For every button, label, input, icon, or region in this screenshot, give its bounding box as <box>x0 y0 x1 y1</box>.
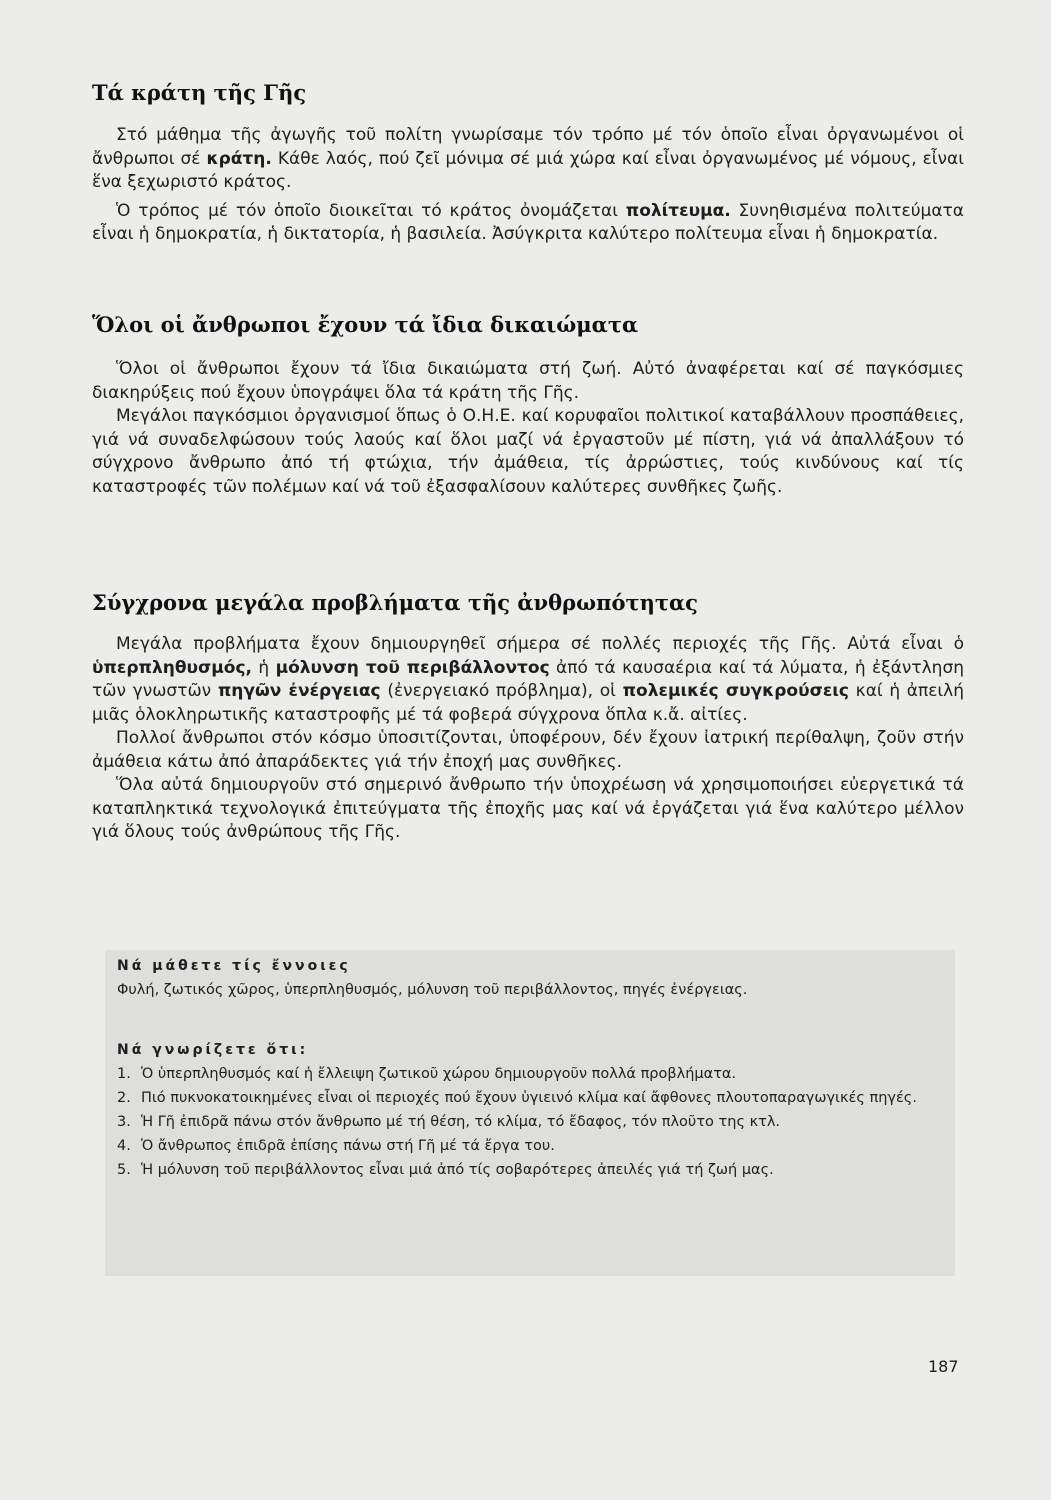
keyword: κράτη. <box>206 148 272 169</box>
paragraph: Στό μάθημα τῆς ἀγωγῆς τοῦ πολίτη γνωρίσαμε τόν τρόπο μέ τόν ὁποῖο εἶναι ὀργανωμένοι οἱ ἄνθρωποι σέ κράτη. Κάθε λαός, πού ζεῖ μόνιμα σέ μιά χώρα καί εἶναι ὀργανωμένος μέ νόμους, εἶναι ἕνα ξεχωριστό κράτος. <box>92 125 964 192</box>
list-item: 5. Ἡ μόλυνση τοῦ περιβάλλοντος εἶναι μιά ἀπό τίς σοβαρότερες ἀπειλές γιά τή ζωή μας. <box>117 1162 774 1178</box>
concepts-text: Φυλή, ζωτικός χῶρος, ὑπερπληθυσμός, μόλυνση τοῦ περιβάλλοντος, πηγές ἐνέργειας. <box>117 982 748 998</box>
keyword: μόλυνση τοῦ περιβάλλοντος <box>275 657 550 678</box>
section-states-body <box>92 124 964 247</box>
paragraph: Μεγάλα προβλήματα ἔχουν δημιουργηθεῖ σήμερα σέ πολλές περιοχές τῆς Γῆς. Αὐτά εἶναι ὁ ὑπερπληθυσμός, ἡ μόλυνση τοῦ περιβάλλοντος ἀπό τά καυσαέρια καί τά λύματα, ἡ ἐξάντληση τῶν γνωστῶν πηγῶν ἐνέργειας (ἐνεργειακό πρόβλημα), οἱ πολεμικές συγκρούσεις καί ἡ ἀπειλή μιᾶς ὁλοκληρωτικῆς καταστροφῆς μέ τά φοβερά σύγχρονα ὅπλα κ.ἄ. αἰτίες. <box>92 634 964 725</box>
facts-heading: Νά γνωρίζετε ὅτι: <box>117 1042 309 1058</box>
facts-list <box>117 1064 939 1184</box>
paragraph: Πολλοί ἄνθρωποι στόν κόσμο ὑποσιτίζονται, ὑποφέρουν, δέν ἔχουν ἰατρική περίθαλψη, ζοῦν στήν ἀμάθεια κάτω ἀπό ἀπαράδεκτες γιά τήν ἐποχή μας συνθῆκες. <box>92 728 964 772</box>
list-item: 4. Ὁ ἄνθρωπος ἐπιδρᾶ ἐπίσης πάνω στή Γῆ μέ τά ἔργα του. <box>117 1138 555 1154</box>
section-rights-body <box>92 358 964 499</box>
list-item: 3. Ἡ Γῆ ἐπιδρᾶ πάνω στόν ἄνθρωπο μέ τή θέση, τό κλίμα, τό ἔδαφος, τόν πλοῦτο της κτλ. <box>117 1114 781 1130</box>
list-item: 1. Ὁ ὑπερπληθυσμός καί ἡ ἔλλειψη ζωτικοῦ χώρου δημιουργοῦν πολλά προβλήματα. <box>117 1066 737 1082</box>
keyword: πολίτευμα. <box>625 200 731 221</box>
keyword: πηγῶν ἐνέργειας <box>217 681 381 701</box>
paragraph: Ὁ τρόπος μέ τόν ὁποῖο διοικεῖται τό κράτος ὀνομάζεται πολίτευμα. Συνηθισμένα πολιτεύματα εἶναι ἡ δημοκρατία, ἡ δικτατορία, ἡ βασιλεία. Ἀσύγκριτα καλύτερο πολίτευμα εἶναι ἡ δημοκρατία. <box>92 200 964 244</box>
paragraph: Μεγάλοι παγκόσμιοι ὀργανισμοί ὅπως ὁ Ο.Η.Ε. καί κορυφαῖοι πολιτικοί καταβάλλουν προσπάθειες, γιά νά συναδελφώσουν τούς λαούς καί ὅλοι μαζί νά ἐργαστοῦν μέ πίστη, γιά νά ἀπαλλάξουν τό σύγχρονο ἄνθρωπο ἀπό τή φτώχια, τήν ἀμάθεια, τίς ἀρρώστιες, τούς κινδύνους καί τίς καταστροφές τῶν πολέμων καί νά τοῦ ἐξασφαλίσουν καλύτερες συνθῆκες ζωῆς. <box>92 406 964 497</box>
section-problems-body <box>92 633 964 845</box>
paragraph: Ὅλα αὐτά δημιουργοῦν στό σημερινό ἄνθρωπο τήν ὑποχρέωση νά χρησιμοποιήσει εὐεργετικά τά καταπληκτικά τεχνολογικά ἐπιτεύγματα τῆς ἐποχῆς μας καί νά ἐργάζεται γιά ἕνα καλύτερο μέλλον γιά ὅλους τούς ἀνθρώπους τῆς Γῆς. <box>92 775 964 842</box>
keyword: ὑπερπληθυσμός, <box>92 657 252 678</box>
page-number: 187 <box>928 1357 959 1376</box>
keyword: πολεμικές συγκρούσεις <box>622 681 849 701</box>
section-title-states: Τά κράτη τῆς Γῆς <box>92 80 307 105</box>
concepts-heading: Νά μάθετε τίς ἔννοιες <box>117 958 351 974</box>
paragraph: Ὅλοι οἱ ἄνθρωποι ἔχουν τά ἴδια δικαιώματα στή ζωή. Αὐτό ἀναφέρεται καί σέ παγκόσμιες διακηρύξεις πού ἔχουν ὑπογράψει ὅλα τά κράτη τῆς Γῆς. <box>92 359 964 403</box>
summary-box <box>105 950 955 1276</box>
list-item: 2. Πιό πυκνοκατοικημένες εἶναι οἱ περιοχές πού ἔχουν ὑγιεινό κλίμα καί ἄφθονες πλουτοπαραγωγικές πηγές. <box>117 1090 917 1106</box>
section-title-rights: Ὅλοι οἱ ἄνθρωποι ἔχουν τά ἴδια δικαιώματα <box>92 312 639 337</box>
section-title-problems: Σύγχρονα μεγάλα προβλήματα τῆς ἀνθρωπότητας <box>92 590 698 615</box>
